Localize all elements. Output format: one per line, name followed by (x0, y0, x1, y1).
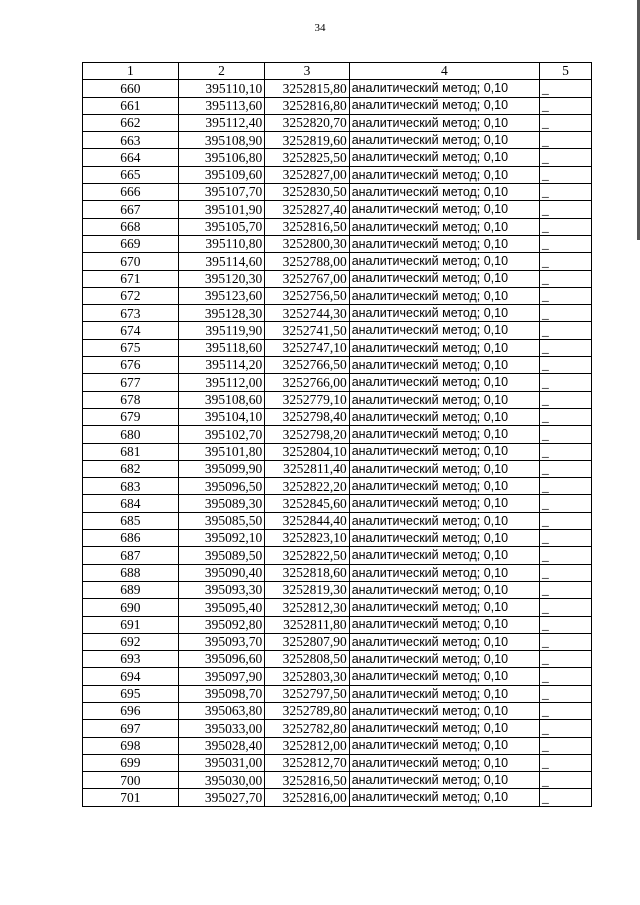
x-coordinate-cell: 395063,80 (178, 702, 265, 719)
table-row (83, 408, 592, 425)
y-coordinate-cell: 3252820,70 (265, 114, 349, 131)
y-coordinate-cell: 3252808,50 (265, 651, 349, 668)
x-coordinate-cell: 395112,40 (178, 114, 265, 131)
point-number-cell: 686 (83, 530, 179, 547)
point-number-cell: 701 (83, 789, 179, 806)
y-coordinate-cell: 3252812,00 (265, 737, 349, 754)
point-number-cell: 675 (83, 339, 179, 356)
point-number-cell: 677 (83, 374, 179, 391)
method-accuracy-cell: аналитический метод; 0,10 (349, 132, 539, 149)
note-cell: _ (540, 633, 592, 650)
note-cell: _ (540, 651, 592, 668)
column-header-2: 2 (178, 63, 265, 80)
x-coordinate-cell: 395108,90 (178, 132, 265, 149)
note-cell: _ (540, 737, 592, 754)
y-coordinate-cell: 3252798,20 (265, 426, 349, 443)
point-number-cell: 691 (83, 616, 179, 633)
point-number-cell: 668 (83, 218, 179, 235)
method-accuracy-cell: аналитический метод; 0,10 (349, 287, 539, 304)
x-coordinate-cell: 395108,60 (178, 391, 265, 408)
method-accuracy-cell: аналитический метод; 0,10 (349, 737, 539, 754)
x-coordinate-cell: 395109,60 (178, 166, 265, 183)
note-cell: _ (540, 149, 592, 166)
x-coordinate-cell: 395114,20 (178, 357, 265, 374)
note-cell: _ (540, 132, 592, 149)
point-number-cell: 671 (83, 270, 179, 287)
method-accuracy-cell: аналитический метод; 0,10 (349, 478, 539, 495)
y-coordinate-cell: 3252766,50 (265, 357, 349, 374)
method-accuracy-cell: аналитический метод; 0,10 (349, 270, 539, 287)
note-cell: _ (540, 357, 592, 374)
y-coordinate-cell: 3252845,60 (265, 495, 349, 512)
y-coordinate-cell: 3252825,50 (265, 149, 349, 166)
table-row (83, 685, 592, 702)
y-coordinate-cell: 3252816,80 (265, 97, 349, 114)
point-number-cell: 682 (83, 460, 179, 477)
method-accuracy-cell: аналитический метод; 0,10 (349, 616, 539, 633)
table-row (83, 460, 592, 477)
note-cell: _ (540, 80, 592, 97)
coordinates-table (82, 62, 592, 807)
point-number-cell: 661 (83, 97, 179, 114)
note-cell: _ (540, 702, 592, 719)
table-row (83, 530, 592, 547)
table-row (83, 772, 592, 789)
table-row (83, 581, 592, 598)
x-coordinate-cell: 395114,60 (178, 253, 265, 270)
note-cell: _ (540, 287, 592, 304)
note-cell: _ (540, 530, 592, 547)
table-row (83, 512, 592, 529)
x-coordinate-cell: 395106,80 (178, 149, 265, 166)
y-coordinate-cell: 3252789,80 (265, 702, 349, 719)
note-cell: _ (540, 253, 592, 270)
x-coordinate-cell: 395096,50 (178, 478, 265, 495)
point-number-cell: 689 (83, 581, 179, 598)
note-cell: _ (540, 426, 592, 443)
note-cell: _ (540, 166, 592, 183)
note-cell: _ (540, 685, 592, 702)
x-coordinate-cell: 395097,90 (178, 668, 265, 685)
table-row (83, 702, 592, 719)
method-accuracy-cell: аналитический метод; 0,10 (349, 547, 539, 564)
method-accuracy-cell: аналитический метод; 0,10 (349, 218, 539, 235)
method-accuracy-cell: аналитический метод; 0,10 (349, 114, 539, 131)
x-coordinate-cell: 395112,00 (178, 374, 265, 391)
note-cell: _ (540, 443, 592, 460)
x-coordinate-cell: 395031,00 (178, 754, 265, 771)
y-coordinate-cell: 3252816,50 (265, 772, 349, 789)
x-coordinate-cell: 395096,60 (178, 651, 265, 668)
table-row (83, 97, 592, 114)
x-coordinate-cell: 395128,30 (178, 305, 265, 322)
point-number-cell: 683 (83, 478, 179, 495)
x-coordinate-cell: 395104,10 (178, 408, 265, 425)
x-coordinate-cell: 395101,80 (178, 443, 265, 460)
x-coordinate-cell: 395089,30 (178, 495, 265, 512)
method-accuracy-cell: аналитический метод; 0,10 (349, 408, 539, 425)
x-coordinate-cell: 395123,60 (178, 287, 265, 304)
table-row (83, 668, 592, 685)
table-row (83, 287, 592, 304)
method-accuracy-cell: аналитический метод; 0,10 (349, 97, 539, 114)
x-coordinate-cell: 395092,80 (178, 616, 265, 633)
note-cell: _ (540, 720, 592, 737)
table-row (83, 616, 592, 633)
method-accuracy-cell: аналитический метод; 0,10 (349, 720, 539, 737)
x-coordinate-cell: 395098,70 (178, 685, 265, 702)
note-cell: _ (540, 184, 592, 201)
note-cell: _ (540, 564, 592, 581)
note-cell: _ (540, 305, 592, 322)
method-accuracy-cell: аналитический метод; 0,10 (349, 564, 539, 581)
method-accuracy-cell: аналитический метод; 0,10 (349, 599, 539, 616)
table-row (83, 633, 592, 650)
column-header-4: 4 (349, 63, 539, 80)
table-row (83, 737, 592, 754)
column-header-5: 5 (540, 63, 592, 80)
point-number-cell: 670 (83, 253, 179, 270)
point-number-cell: 665 (83, 166, 179, 183)
note-cell: _ (540, 235, 592, 252)
x-coordinate-cell: 395089,50 (178, 547, 265, 564)
method-accuracy-cell: аналитический метод; 0,10 (349, 495, 539, 512)
note-cell: _ (540, 97, 592, 114)
point-number-cell: 698 (83, 737, 179, 754)
note-cell: _ (540, 668, 592, 685)
point-number-cell: 692 (83, 633, 179, 650)
table-row (83, 443, 592, 460)
x-coordinate-cell: 395027,70 (178, 789, 265, 806)
y-coordinate-cell: 3252803,30 (265, 668, 349, 685)
point-number-cell: 685 (83, 512, 179, 529)
y-coordinate-cell: 3252816,00 (265, 789, 349, 806)
note-cell: _ (540, 114, 592, 131)
point-number-cell: 669 (83, 235, 179, 252)
column-header-1: 1 (83, 63, 179, 80)
point-number-cell: 684 (83, 495, 179, 512)
point-number-cell: 676 (83, 357, 179, 374)
y-coordinate-cell: 3252782,80 (265, 720, 349, 737)
table-row (83, 305, 592, 322)
y-coordinate-cell: 3252779,10 (265, 391, 349, 408)
y-coordinate-cell: 3252819,30 (265, 581, 349, 598)
point-number-cell: 673 (83, 305, 179, 322)
table-row (83, 218, 592, 235)
y-coordinate-cell: 3252800,30 (265, 235, 349, 252)
y-coordinate-cell: 3252819,60 (265, 132, 349, 149)
note-cell: _ (540, 772, 592, 789)
point-number-cell: 667 (83, 201, 179, 218)
x-coordinate-cell: 395095,40 (178, 599, 265, 616)
method-accuracy-cell: аналитический метод; 0,10 (349, 702, 539, 719)
point-number-cell: 688 (83, 564, 179, 581)
note-cell: _ (540, 616, 592, 633)
method-accuracy-cell: аналитический метод; 0,10 (349, 512, 539, 529)
table-row (83, 132, 592, 149)
y-coordinate-cell: 3252822,50 (265, 547, 349, 564)
x-coordinate-cell: 395030,00 (178, 772, 265, 789)
table-row (83, 114, 592, 131)
method-accuracy-cell: аналитический метод; 0,10 (349, 754, 539, 771)
point-number-cell: 666 (83, 184, 179, 201)
x-coordinate-cell: 395090,40 (178, 564, 265, 581)
point-number-cell: 660 (83, 80, 179, 97)
table-row (83, 270, 592, 287)
table-row (83, 184, 592, 201)
x-coordinate-cell: 395110,80 (178, 235, 265, 252)
x-coordinate-cell: 395028,40 (178, 737, 265, 754)
table-row (83, 478, 592, 495)
x-coordinate-cell: 395099,90 (178, 460, 265, 477)
y-coordinate-cell: 3252830,50 (265, 184, 349, 201)
y-coordinate-cell: 3252812,70 (265, 754, 349, 771)
x-coordinate-cell: 395110,10 (178, 80, 265, 97)
table-body (83, 80, 592, 806)
note-cell: _ (540, 547, 592, 564)
table-row (83, 322, 592, 339)
method-accuracy-cell: аналитический метод; 0,10 (349, 789, 539, 806)
table-row (83, 80, 592, 97)
method-accuracy-cell: аналитический метод; 0,10 (349, 426, 539, 443)
point-number-cell: 663 (83, 132, 179, 149)
method-accuracy-cell: аналитический метод; 0,10 (349, 581, 539, 598)
note-cell: _ (540, 460, 592, 477)
x-coordinate-cell: 395085,50 (178, 512, 265, 529)
column-header-3: 3 (265, 63, 349, 80)
method-accuracy-cell: аналитический метод; 0,10 (349, 184, 539, 201)
note-cell: _ (540, 408, 592, 425)
x-coordinate-cell: 395102,70 (178, 426, 265, 443)
note-cell: _ (540, 495, 592, 512)
table-row (83, 720, 592, 737)
table-row (83, 166, 592, 183)
table-row (83, 426, 592, 443)
y-coordinate-cell: 3252844,40 (265, 512, 349, 529)
y-coordinate-cell: 3252807,90 (265, 633, 349, 650)
method-accuracy-cell: аналитический метод; 0,10 (349, 530, 539, 547)
table-row (83, 599, 592, 616)
y-coordinate-cell: 3252827,40 (265, 201, 349, 218)
point-number-cell: 693 (83, 651, 179, 668)
x-coordinate-cell: 395107,70 (178, 184, 265, 201)
table-row (83, 547, 592, 564)
y-coordinate-cell: 3252818,60 (265, 564, 349, 581)
page-number: 34 (314, 22, 326, 34)
method-accuracy-cell: аналитический метод; 0,10 (349, 339, 539, 356)
y-coordinate-cell: 3252767,00 (265, 270, 349, 287)
method-accuracy-cell: аналитический метод; 0,10 (349, 391, 539, 408)
y-coordinate-cell: 3252744,30 (265, 305, 349, 322)
note-cell: _ (540, 322, 592, 339)
method-accuracy-cell: аналитический метод; 0,10 (349, 633, 539, 650)
note-cell: _ (540, 478, 592, 495)
point-number-cell: 699 (83, 754, 179, 771)
x-coordinate-cell: 395092,10 (178, 530, 265, 547)
y-coordinate-cell: 3252823,10 (265, 530, 349, 547)
y-coordinate-cell: 3252766,00 (265, 374, 349, 391)
note-cell: _ (540, 391, 592, 408)
point-number-cell: 672 (83, 287, 179, 304)
point-number-cell: 681 (83, 443, 179, 460)
y-coordinate-cell: 3252812,30 (265, 599, 349, 616)
note-cell: _ (540, 218, 592, 235)
point-number-cell: 674 (83, 322, 179, 339)
y-coordinate-cell: 3252804,10 (265, 443, 349, 460)
table-row (83, 374, 592, 391)
table-header-row (83, 63, 592, 80)
note-cell: _ (540, 581, 592, 598)
point-number-cell: 679 (83, 408, 179, 425)
method-accuracy-cell: аналитический метод; 0,10 (349, 668, 539, 685)
point-number-cell: 680 (83, 426, 179, 443)
y-coordinate-cell: 3252788,00 (265, 253, 349, 270)
x-coordinate-cell: 395120,30 (178, 270, 265, 287)
method-accuracy-cell: аналитический метод; 0,10 (349, 460, 539, 477)
point-number-cell: 695 (83, 685, 179, 702)
point-number-cell: 678 (83, 391, 179, 408)
x-coordinate-cell: 395101,90 (178, 201, 265, 218)
y-coordinate-cell: 3252798,40 (265, 408, 349, 425)
point-number-cell: 662 (83, 114, 179, 131)
y-coordinate-cell: 3252747,10 (265, 339, 349, 356)
x-coordinate-cell: 395093,70 (178, 633, 265, 650)
note-cell: _ (540, 599, 592, 616)
y-coordinate-cell: 3252741,50 (265, 322, 349, 339)
point-number-cell: 664 (83, 149, 179, 166)
note-cell: _ (540, 754, 592, 771)
method-accuracy-cell: аналитический метод; 0,10 (349, 685, 539, 702)
table-row (83, 339, 592, 356)
point-number-cell: 700 (83, 772, 179, 789)
y-coordinate-cell: 3252827,00 (265, 166, 349, 183)
method-accuracy-cell: аналитический метод; 0,10 (349, 253, 539, 270)
x-coordinate-cell: 395033,00 (178, 720, 265, 737)
y-coordinate-cell: 3252822,20 (265, 478, 349, 495)
method-accuracy-cell: аналитический метод; 0,10 (349, 374, 539, 391)
point-number-cell: 696 (83, 702, 179, 719)
y-coordinate-cell: 3252811,80 (265, 616, 349, 633)
x-coordinate-cell: 395118,60 (178, 339, 265, 356)
method-accuracy-cell: аналитический метод; 0,10 (349, 235, 539, 252)
x-coordinate-cell: 395105,70 (178, 218, 265, 235)
point-number-cell: 690 (83, 599, 179, 616)
method-accuracy-cell: аналитический метод; 0,10 (349, 357, 539, 374)
method-accuracy-cell: аналитический метод; 0,10 (349, 772, 539, 789)
table-row (83, 149, 592, 166)
y-coordinate-cell: 3252816,50 (265, 218, 349, 235)
table-row (83, 201, 592, 218)
y-coordinate-cell: 3252756,50 (265, 287, 349, 304)
point-number-cell: 687 (83, 547, 179, 564)
table-row (83, 495, 592, 512)
point-number-cell: 697 (83, 720, 179, 737)
method-accuracy-cell: аналитический метод; 0,10 (349, 322, 539, 339)
note-cell: _ (540, 201, 592, 218)
table-row (83, 564, 592, 581)
method-accuracy-cell: аналитический метод; 0,10 (349, 149, 539, 166)
x-coordinate-cell: 395113,60 (178, 97, 265, 114)
x-coordinate-cell: 395093,30 (178, 581, 265, 598)
point-number-cell: 694 (83, 668, 179, 685)
note-cell: _ (540, 789, 592, 806)
method-accuracy-cell: аналитический метод; 0,10 (349, 80, 539, 97)
note-cell: _ (540, 512, 592, 529)
table-row (83, 235, 592, 252)
method-accuracy-cell: аналитический метод; 0,10 (349, 166, 539, 183)
table-row (83, 789, 592, 806)
table-row (83, 253, 592, 270)
note-cell: _ (540, 374, 592, 391)
method-accuracy-cell: аналитический метод; 0,10 (349, 443, 539, 460)
table-row (83, 357, 592, 374)
y-coordinate-cell: 3252815,80 (265, 80, 349, 97)
y-coordinate-cell: 3252811,40 (265, 460, 349, 477)
note-cell: _ (540, 339, 592, 356)
x-coordinate-cell: 395119,90 (178, 322, 265, 339)
table-row (83, 754, 592, 771)
method-accuracy-cell: аналитический метод; 0,10 (349, 651, 539, 668)
y-coordinate-cell: 3252797,50 (265, 685, 349, 702)
note-cell: _ (540, 270, 592, 287)
table-row (83, 391, 592, 408)
table-row (83, 651, 592, 668)
method-accuracy-cell: аналитический метод; 0,10 (349, 201, 539, 218)
method-accuracy-cell: аналитический метод; 0,10 (349, 305, 539, 322)
